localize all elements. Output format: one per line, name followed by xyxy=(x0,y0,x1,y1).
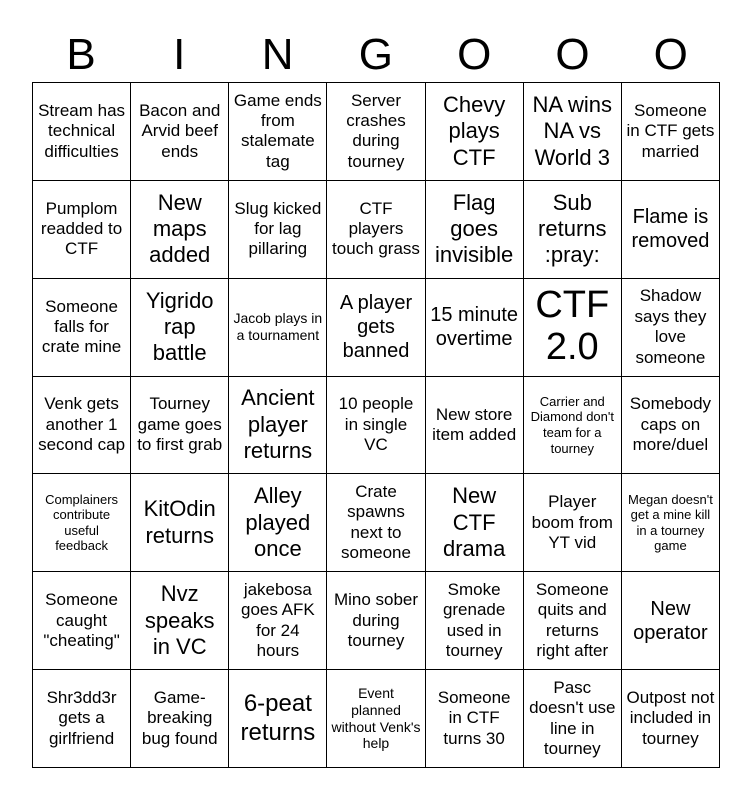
bingo-cell-text: New CTF drama xyxy=(442,483,506,562)
bingo-cell[interactable] xyxy=(622,377,720,475)
bingo-title xyxy=(32,28,720,82)
bingo-cell-text: Mino sober during tourney xyxy=(333,590,419,650)
bingo-cell-text: Yigrido rap battle xyxy=(145,287,214,366)
bingo-cell[interactable] xyxy=(622,83,720,181)
bingo-cell[interactable] xyxy=(229,83,327,181)
title-letter: O xyxy=(555,30,590,79)
bingo-cell[interactable] xyxy=(131,83,229,181)
bingo-cell[interactable] xyxy=(229,377,327,475)
bingo-cell-text: Tourney game goes to first grab xyxy=(137,394,223,455)
bingo-cell-text: New store item added xyxy=(432,404,517,444)
bingo-cell-text: Pumplom readded to CTF xyxy=(40,198,123,259)
bingo-cell-text: Megan doesn't get a mine kill in a tourney game xyxy=(627,491,713,554)
bingo-cell-text: Someone in CTF turns 30 xyxy=(437,687,511,748)
bingo-cell[interactable] xyxy=(131,474,229,572)
bingo-cell-text: A player gets banned xyxy=(339,292,413,363)
bingo-cell-text: Game-breaking bug found xyxy=(141,687,218,748)
bingo-cell[interactable] xyxy=(327,83,425,181)
bingo-cell[interactable] xyxy=(426,181,524,279)
bingo-cell[interactable] xyxy=(33,181,131,279)
bingo-cell[interactable] xyxy=(33,279,131,377)
bingo-cell-text: Venk gets another 1 second cap xyxy=(38,394,126,455)
bingo-cell-text: Someone falls for crate mine xyxy=(41,296,122,357)
bingo-cell[interactable] xyxy=(524,83,622,181)
bingo-cell[interactable] xyxy=(131,572,229,670)
title-letter: I xyxy=(173,30,186,79)
title-letter: N xyxy=(261,30,294,79)
bingo-cell-text: 10 people in single VC xyxy=(338,394,414,455)
bingo-cell-text: Game ends from stalemate tag xyxy=(233,90,322,171)
bingo-cell[interactable] xyxy=(33,474,131,572)
bingo-cell[interactable] xyxy=(327,181,425,279)
bingo-cell[interactable] xyxy=(229,572,327,670)
bingo-cell[interactable] xyxy=(131,670,229,768)
bingo-cell[interactable] xyxy=(33,83,131,181)
bingo-cell[interactable] xyxy=(33,377,131,475)
bingo-cell[interactable] xyxy=(327,279,425,377)
bingo-cell-text: Player boom from YT vid xyxy=(531,492,613,553)
bingo-cell[interactable] xyxy=(622,279,720,377)
bingo-cell-text: Outpost not included in tourney xyxy=(626,687,715,748)
bingo-cell-text: Server crashes during tourney xyxy=(346,90,406,171)
bingo-cell-text: Someone caught "cheating" xyxy=(43,590,120,650)
bingo-cell[interactable] xyxy=(622,474,720,572)
title-letter: O xyxy=(457,30,492,79)
bingo-cell[interactable] xyxy=(426,377,524,475)
bingo-cell[interactable] xyxy=(327,474,425,572)
bingo-cell-text: Slug kicked for lag pillaring xyxy=(234,198,322,259)
bingo-cell-text: Jacob plays in a tournament xyxy=(233,310,323,344)
bingo-cell-text: CTF players touch grass xyxy=(332,198,420,259)
title-letter: O xyxy=(653,30,688,79)
bingo-cell-text: Stream has technical difficulties xyxy=(38,100,126,161)
bingo-cell[interactable] xyxy=(524,279,622,377)
bingo-cell-text: jakebosa goes AFK for 24 hours xyxy=(240,579,315,661)
bingo-cell-text: Sub returns :pray: xyxy=(538,189,607,268)
bingo-cell[interactable] xyxy=(524,572,622,670)
bingo-cell[interactable] xyxy=(33,572,131,670)
bingo-cell-text: NA wins NA vs World 3 xyxy=(532,91,613,170)
bingo-cell-text: Shadow says they love someone xyxy=(634,286,707,367)
bingo-cell-text: Smoke grenade used in tourney xyxy=(442,579,506,661)
bingo-cell-text: Ancient player returns xyxy=(241,385,315,464)
bingo-cell-text: 15 minute overtime xyxy=(430,304,519,351)
bingo-cell-text: 6-peat returns xyxy=(240,689,316,746)
bingo-cell-text: Flame is removed xyxy=(631,206,710,253)
bingo-cell-text: Crate spawns next to someone xyxy=(341,482,411,563)
bingo-cell[interactable] xyxy=(327,670,425,768)
bingo-cell[interactable] xyxy=(426,670,524,768)
bingo-cell[interactable] xyxy=(426,83,524,181)
title-letter: G xyxy=(358,30,393,79)
bingo-cell[interactable] xyxy=(131,181,229,279)
bingo-cell-text: Complainers contribute useful feedback xyxy=(45,491,119,554)
bingo-cell[interactable] xyxy=(33,670,131,768)
bingo-cell[interactable] xyxy=(229,279,327,377)
bingo-cell-text: Shr3dd3r gets a girlfriend xyxy=(46,687,117,748)
bingo-cell[interactable] xyxy=(426,279,524,377)
bingo-cell[interactable] xyxy=(524,181,622,279)
bingo-cell-text: New operator xyxy=(633,597,708,644)
bingo-cell-text: Alley played once xyxy=(245,483,311,562)
title-letter: B xyxy=(66,30,96,79)
bingo-cell[interactable] xyxy=(426,572,524,670)
bingo-cell[interactable] xyxy=(524,670,622,768)
bingo-cell[interactable] xyxy=(229,181,327,279)
bingo-cell-text: Event planned without Venk's help xyxy=(331,684,421,752)
bingo-cell[interactable] xyxy=(131,279,229,377)
bingo-cell-text: Pasc doesn't use line in tourney xyxy=(529,677,616,758)
bingo-cell[interactable] xyxy=(131,377,229,475)
bingo-cell-text: Chevy plays CTF xyxy=(442,91,506,170)
bingo-cell[interactable] xyxy=(426,474,524,572)
bingo-cell-text: Flag goes invisible xyxy=(435,189,514,268)
bingo-cell[interactable] xyxy=(327,572,425,670)
bingo-cell[interactable] xyxy=(622,181,720,279)
bingo-cell[interactable] xyxy=(622,670,720,768)
bingo-grid xyxy=(32,82,720,768)
bingo-cell-text: KitOdin returns xyxy=(143,496,216,548)
bingo-cell[interactable] xyxy=(229,474,327,572)
bingo-cell-text: Someone in CTF gets married xyxy=(626,100,715,161)
bingo-cell-text: New maps added xyxy=(149,189,211,268)
bingo-cell-text: Bacon and Arvid beef ends xyxy=(139,100,221,161)
bingo-cell-text: Nvz speaks in VC xyxy=(144,581,215,659)
bingo-cell-text: Someone quits and returns right after xyxy=(535,579,609,661)
bingo-cell-text: Somebody caps on more/duel xyxy=(629,394,712,455)
bingo-cell-text: CTF 2.0 xyxy=(535,284,610,369)
bingo-cell[interactable] xyxy=(229,670,327,768)
bingo-cell[interactable] xyxy=(327,377,425,475)
bingo-cell[interactable] xyxy=(622,572,720,670)
bingo-cell[interactable] xyxy=(524,377,622,475)
bingo-cell-text: Carrier and Diamond don't team for a tourney xyxy=(530,393,614,456)
bingo-cell[interactable] xyxy=(524,474,622,572)
